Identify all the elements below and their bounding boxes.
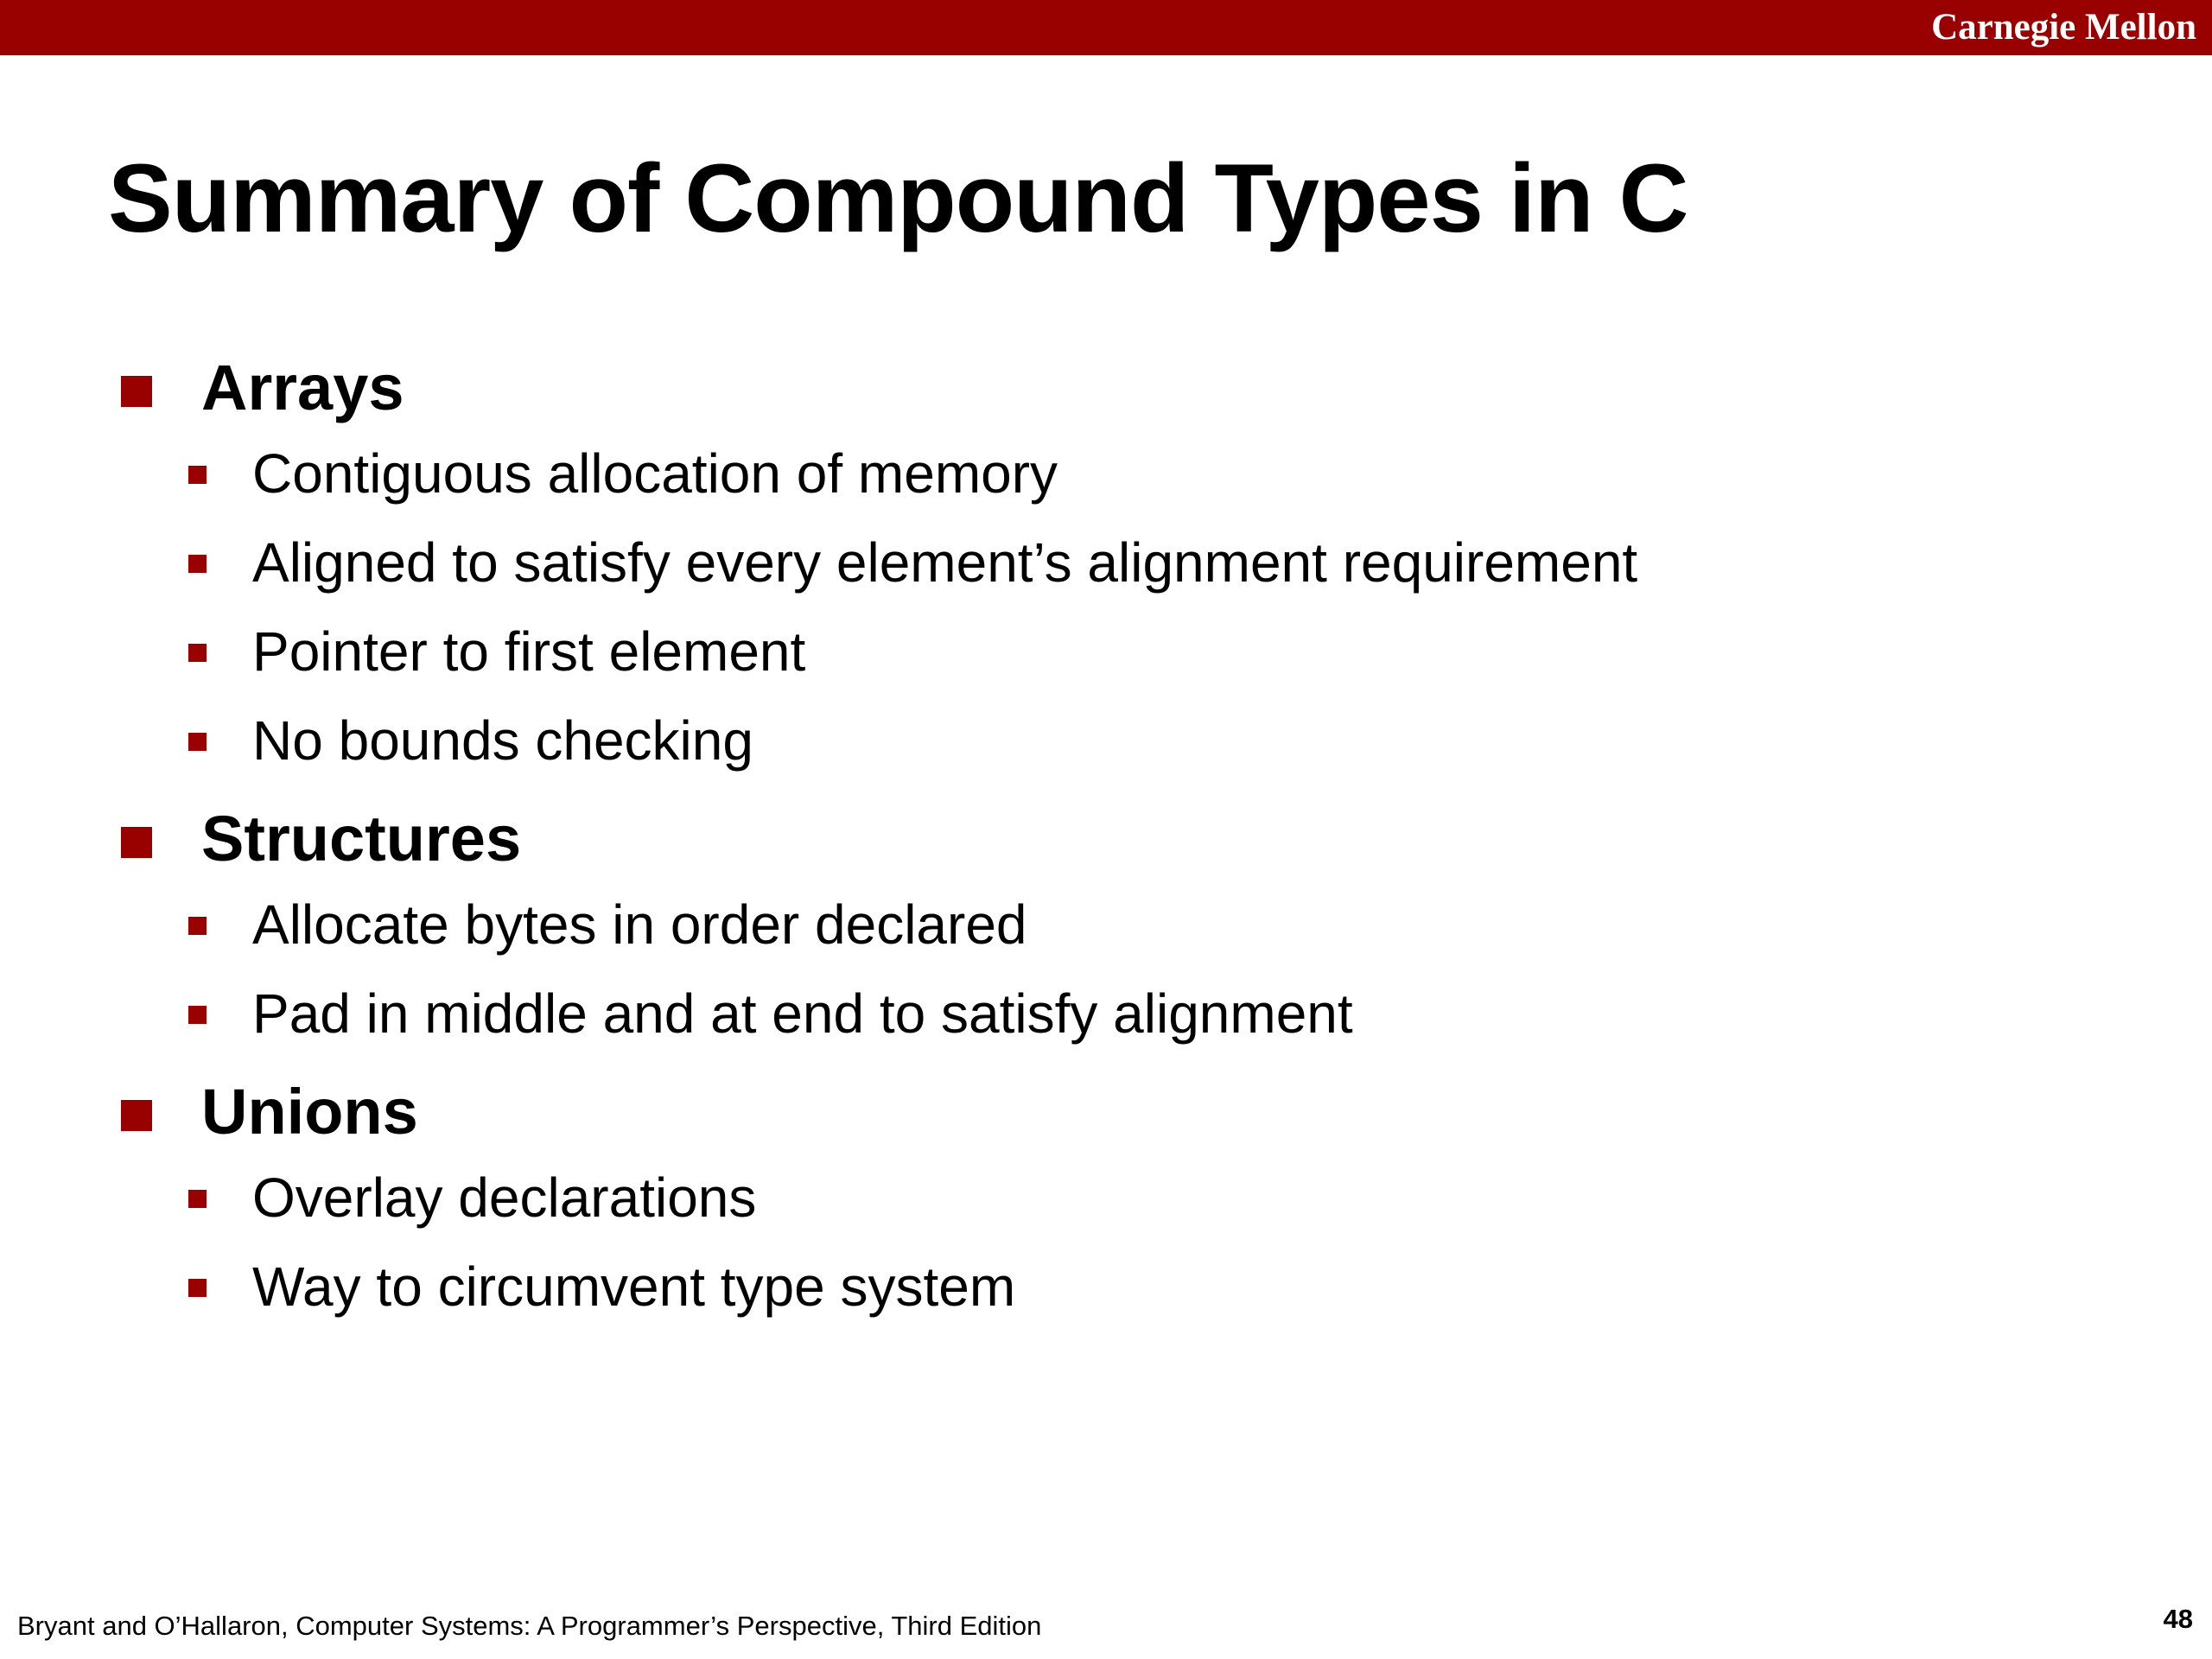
list-item-text: Way to circumvent type system [252, 1255, 1016, 1318]
list-item-text: Allocate bytes in order declared [252, 893, 1027, 956]
small-square-bullet-icon [188, 466, 207, 484]
small-square-bullet-icon [188, 917, 207, 935]
small-square-bullet-icon [188, 733, 207, 751]
list-item [0, 434, 2212, 523]
section-heading [0, 790, 2212, 885]
section-unions [0, 1063, 2212, 1336]
list-item-text: Pointer to first element [252, 620, 806, 683]
brand-label: Carnegie Mellon [1931, 7, 2196, 48]
slide-title: Summary of Compound Types in C [108, 144, 1688, 252]
section-structures [0, 790, 2212, 1063]
list-item-text: Pad in middle and at end to satisfy alignment [252, 982, 1353, 1045]
small-square-bullet-icon [188, 644, 207, 662]
header-bar [0, 0, 2212, 55]
list-item [0, 974, 2212, 1063]
section-heading [0, 339, 2212, 434]
list-item-text: Contiguous allocation of memory [252, 442, 1058, 505]
section-label: Unions [201, 1076, 418, 1147]
list-item-text: Aligned to satisfy every element’s alignment requirement [252, 531, 1638, 594]
small-square-bullet-icon [188, 1190, 207, 1208]
list-item-text: Overlay declarations [252, 1166, 757, 1229]
section-label: Arrays [201, 352, 404, 423]
square-bullet-icon [121, 827, 152, 858]
small-square-bullet-icon [188, 1279, 207, 1297]
small-square-bullet-icon [188, 1006, 207, 1024]
square-bullet-icon [121, 1100, 152, 1131]
footer-citation: Bryant and O’Hallaron, Computer Systems: A Programmer’s Perspective, Third Edition [17, 1611, 1042, 1641]
list-item [0, 523, 2212, 612]
small-square-bullet-icon [188, 555, 207, 573]
list-item-text: No bounds checking [252, 709, 753, 772]
list-item [0, 701, 2212, 790]
square-bullet-icon [121, 376, 152, 407]
section-heading [0, 1063, 2212, 1158]
list-item [0, 612, 2212, 701]
section-arrays [0, 339, 2212, 790]
page-number: 48 [2163, 1604, 2193, 1634]
list-item [0, 1158, 2212, 1247]
slide-content [0, 339, 2212, 1336]
list-item [0, 885, 2212, 974]
list-item [0, 1247, 2212, 1336]
section-label: Structures [201, 803, 522, 874]
